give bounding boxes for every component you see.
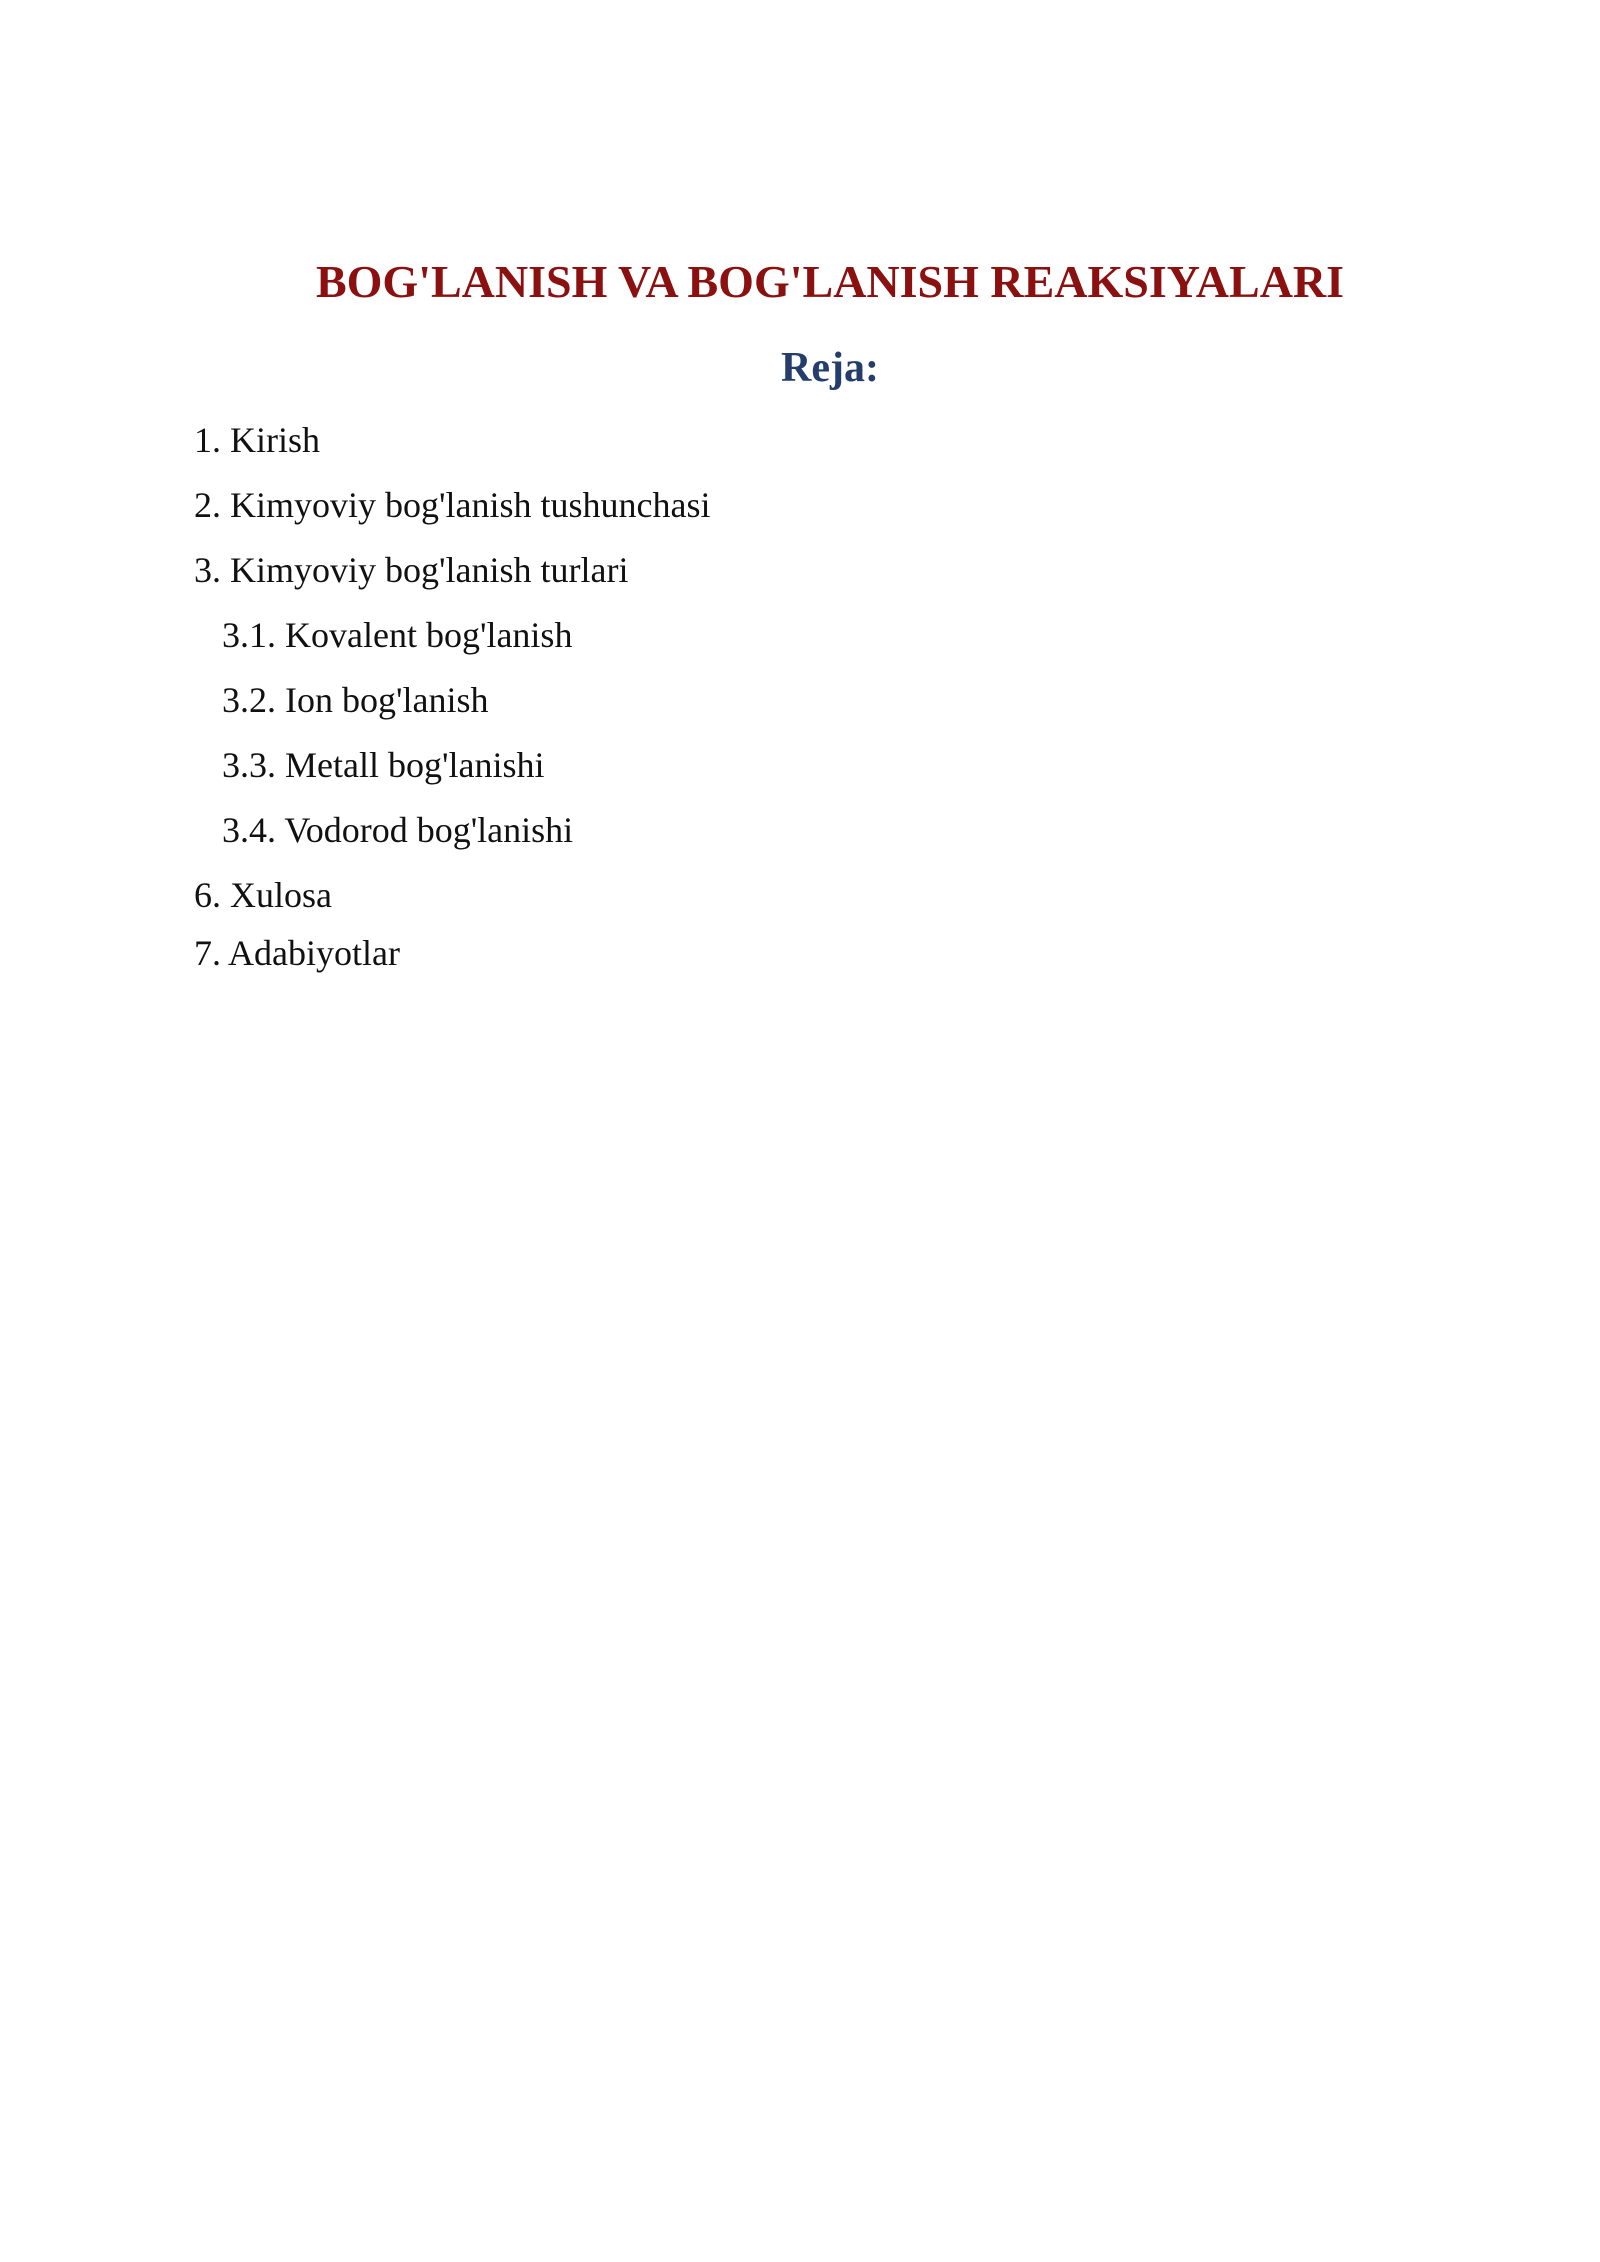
plan-item-conclusion: 6. Xulosa bbox=[194, 875, 332, 915]
plan-subitem-ionic: 3.2. Ion bog'lanish bbox=[222, 680, 489, 720]
plan-item-intro: 1. Kirish bbox=[194, 420, 320, 460]
plan-item-concept: 2. Kimyoviy bog'lanish tushunchasi bbox=[194, 485, 711, 525]
plan-heading: Reja: bbox=[781, 345, 879, 391]
plan-subitem-metallic: 3.3. Metall bog'lanishi bbox=[222, 745, 545, 785]
plan-subitem-covalent: 3.1. Kovalent bog'lanish bbox=[222, 615, 573, 655]
plan-item-types: 3. Kimyoviy bog'lanish turlari bbox=[194, 550, 629, 590]
plan-item-references: 7. Adabiyotlar bbox=[194, 933, 400, 973]
plan-subitem-hydrogen: 3.4. Vodorod bog'lanishi bbox=[222, 810, 574, 850]
document-title: BOG'LANISH VA BOG'LANISH REAKSIYALARI bbox=[315, 256, 1345, 307]
